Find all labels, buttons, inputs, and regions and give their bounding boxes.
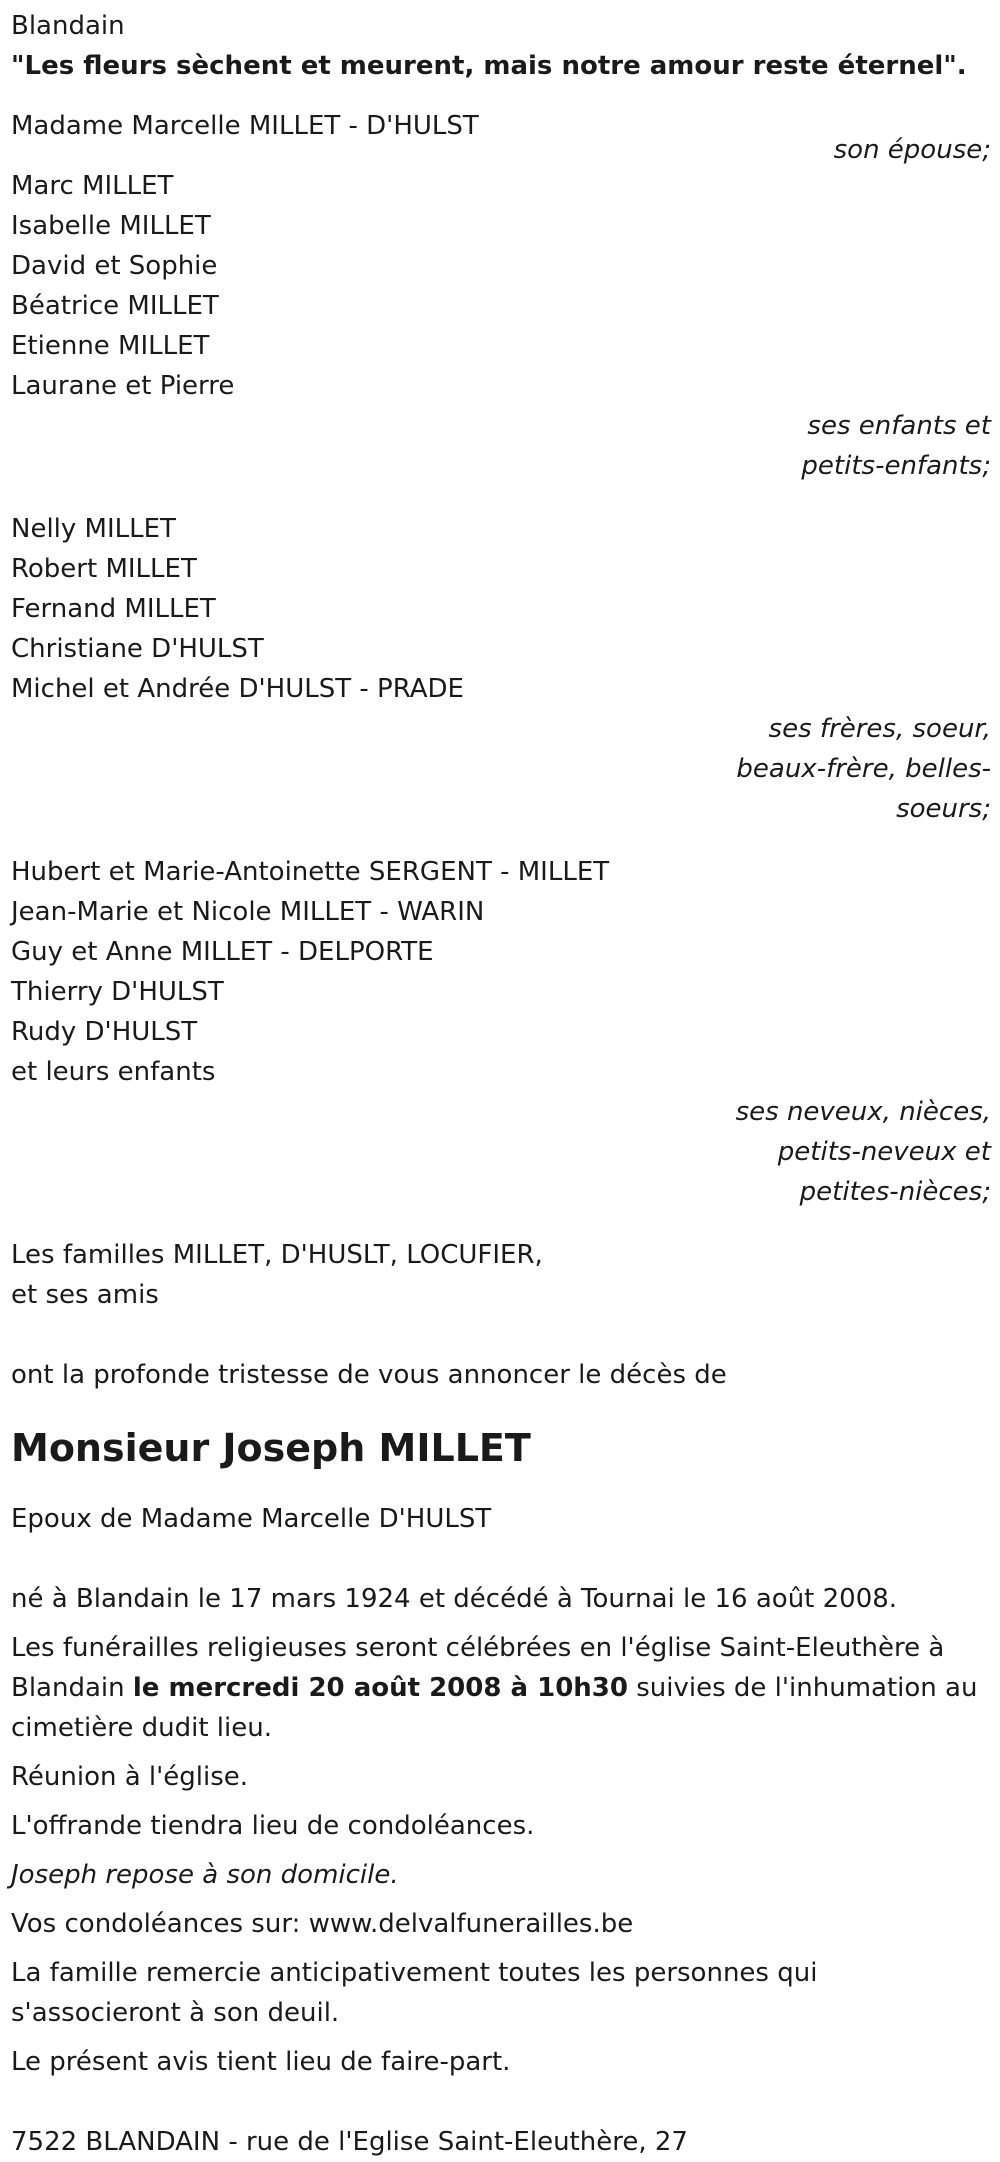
address-line: 7522 BLANDAIN - rue de l'Eglise Saint-Eleuthère, 27 <box>11 2127 688 2157</box>
funeral-paragraph <box>11 1628 990 1748</box>
families-line: et ses amis <box>11 1280 159 1310</box>
family-name: Nelly MILLET <box>11 514 176 544</box>
spouse-line: Epoux de Madame Marcelle D'HULST <box>11 1504 492 1534</box>
family-name: et leurs enfants <box>11 1057 216 1087</box>
family-name: Marc MILLET <box>11 171 174 201</box>
family-name: Hubert et Marie-Antoinette SERGENT - MILLET <box>11 857 610 887</box>
relation-line: ses neveux, nièces, <box>735 1097 991 1127</box>
relation-label <box>11 406 991 486</box>
relation-line: ses enfants et <box>807 411 991 441</box>
relation-line: petits-neveux et <box>777 1137 991 1167</box>
relation-label <box>11 1092 991 1212</box>
family-name: Madame Marcelle MILLET - D'HULST <box>11 111 479 141</box>
family-group-nephews <box>11 852 990 1212</box>
family-name: Thierry D'HULST <box>11 977 224 1007</box>
family-name: Christiane D'HULST <box>11 634 264 664</box>
thanks-line: La famille remercie anticipativement toutes les personnes qui <box>11 1958 818 1988</box>
family-name: David et Sophie <box>11 251 218 281</box>
family-name: Fernand MILLET <box>11 594 216 624</box>
deceased-name: Monsieur Joseph MILLET <box>11 1426 531 1470</box>
meeting-line: Réunion à l'église. <box>11 1762 249 1792</box>
announcement: ont la profonde tristesse de vous annoncer le décès de <box>11 1360 727 1390</box>
relation-line: soeurs; <box>896 794 991 824</box>
family-name: Michel et Andrée D'HULST - PRADE <box>11 674 464 704</box>
family-group-spouse <box>11 106 990 170</box>
condolences-line: Vos condoléances sur: www.delvalfunerailles.be <box>11 1909 634 1939</box>
family-name: Isabelle MILLET <box>11 211 211 241</box>
thanks-paragraph <box>11 1953 990 2033</box>
repose-line: Joseph repose à son domicile. <box>11 1860 399 1890</box>
family-name: Etienne MILLET <box>11 331 210 361</box>
relation-line: petites-nièces; <box>799 1177 991 1207</box>
family-group-children <box>11 166 990 486</box>
relation-label <box>11 709 991 829</box>
family-group-siblings <box>11 509 990 829</box>
family-name: Béatrice MILLET <box>11 291 219 321</box>
relation-line: petits-enfants; <box>801 451 991 481</box>
notice-line: Le présent avis tient lieu de faire-part. <box>11 2047 511 2077</box>
place-heading: Blandain <box>11 11 125 41</box>
relation-line: son épouse; <box>833 135 991 165</box>
relation-line: ses frères, soeur, <box>768 714 991 744</box>
funeral-text: suivies de l'inhumation au <box>627 1673 978 1703</box>
funeral-line: Les funérailles religieuses seront célébrées en l'église Saint-Eleuthère à <box>11 1633 945 1663</box>
families-line: Les familles MILLET, D'HUSLT, LOCUFIER, <box>11 1240 543 1270</box>
family-name: Guy et Anne MILLET - DELPORTE <box>11 937 434 967</box>
funeral-text: Blandain <box>11 1673 133 1703</box>
relation-line: beaux-frère, belles- <box>736 754 991 784</box>
family-name: Rudy D'HULST <box>11 1017 198 1047</box>
funeral-date: le mercredi 20 août 2008 à 10h30 <box>132 1673 628 1703</box>
thanks-line: s'associeront à son deuil. <box>11 1998 340 2028</box>
family-name: Jean-Marie et Nicole MILLET - WARIN <box>11 897 485 927</box>
family-name: Robert MILLET <box>11 554 197 584</box>
offering-line: L'offrande tiendra lieu de condoléances. <box>11 1811 535 1841</box>
born-died-line: né à Blandain le 17 mars 1924 et décédé à Tournai le 16 août 2008. <box>11 1584 898 1614</box>
funeral-line: cimetière dudit lieu. <box>11 1713 272 1743</box>
family-name: Laurane et Pierre <box>11 371 235 401</box>
funeral-line <box>11 1668 990 1708</box>
families-block <box>11 1235 990 1315</box>
quote: "Les fleurs sèchent et meurent, mais notre amour reste éternel". <box>11 51 967 81</box>
